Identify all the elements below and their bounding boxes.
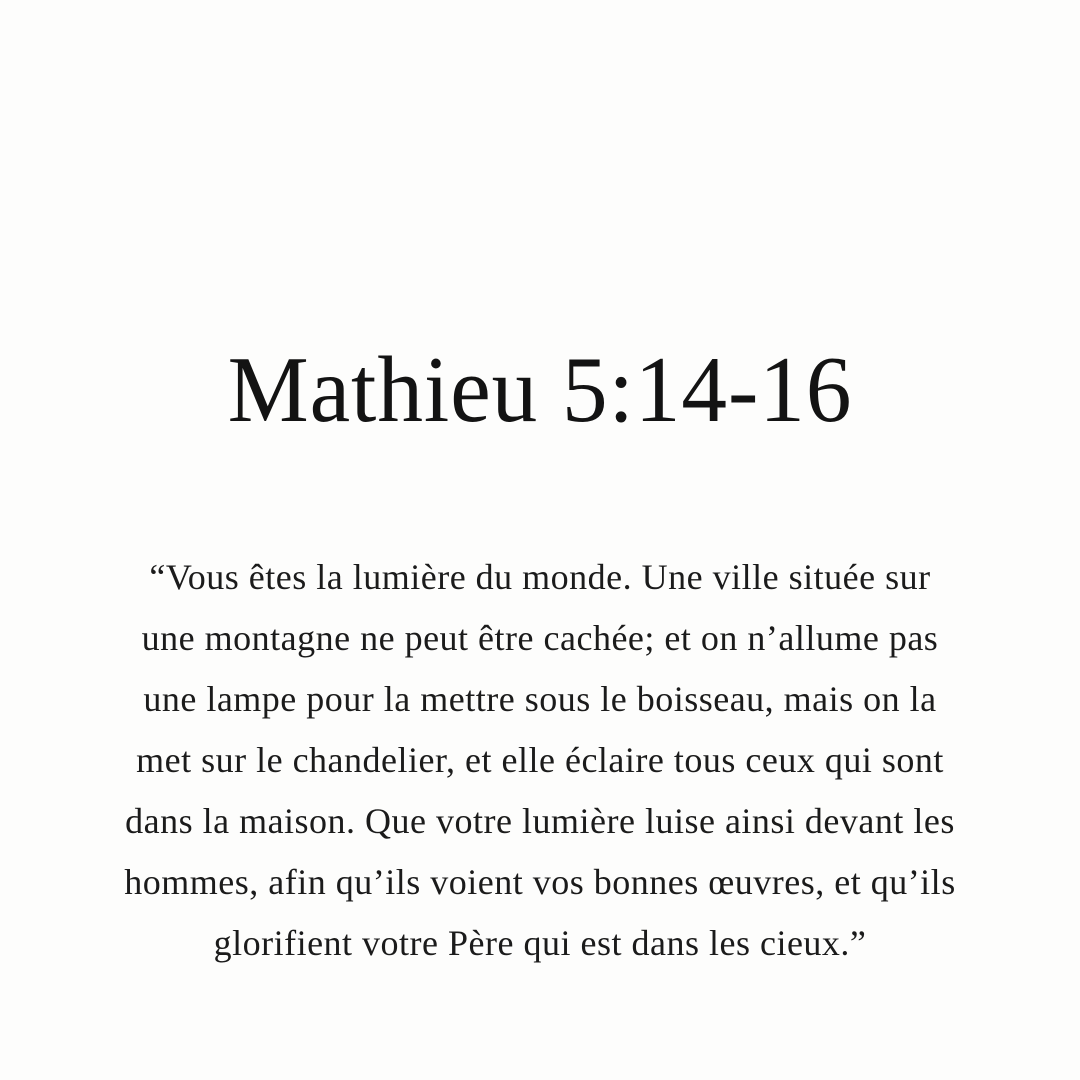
verse-line: une lampe pour la mettre sous le boisseau, mais on la [143,679,937,719]
verse-reference-title: Mathieu 5:14-16 [227,338,853,442]
verse-line: glorifient votre Père qui est dans les cieux.” [213,923,867,963]
verse-line: met sur le chandelier, et elle éclaire tous ceux qui sont [136,740,944,780]
verse-text-block [0,547,1080,974]
verse-line: “Vous êtes la lumière du monde. Une ville située sur [149,557,931,597]
verse-line: hommes, afin qu’ils voient vos bonnes œuvres, et qu’ils [124,862,956,902]
verse-line: une montagne ne peut être cachée; et on n’allume pas [141,618,939,658]
verse-line: dans la maison. Que votre lumière luise ainsi devant les [125,801,955,841]
